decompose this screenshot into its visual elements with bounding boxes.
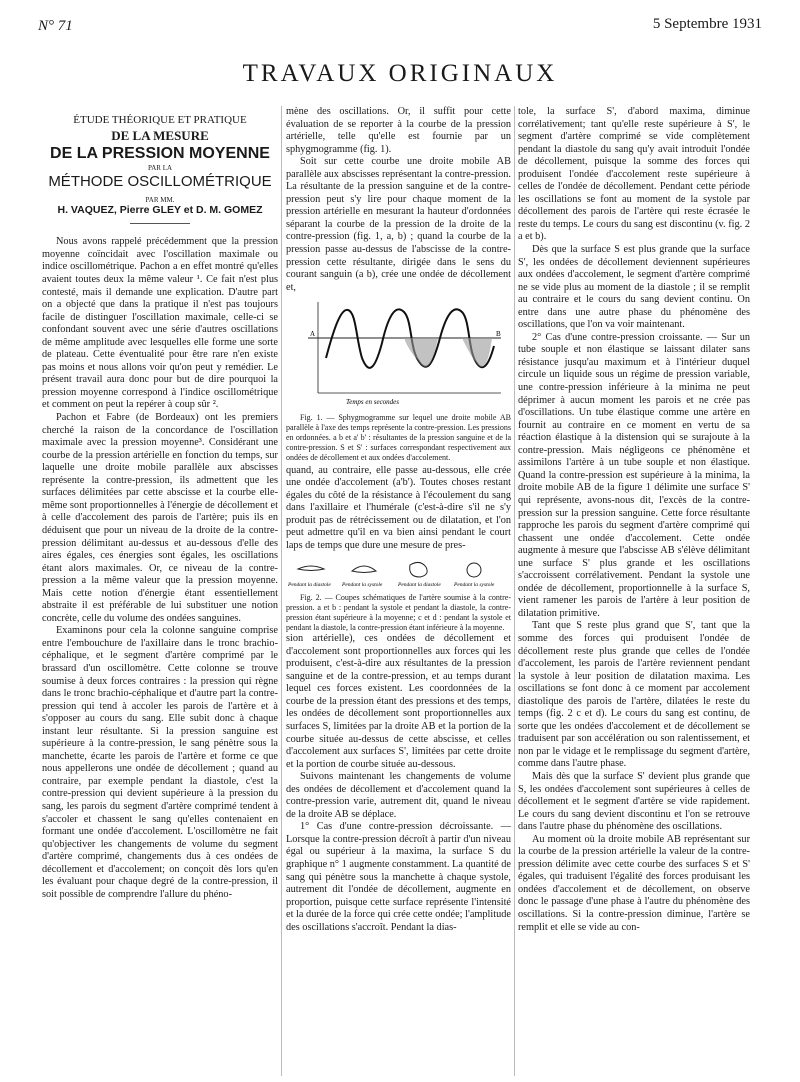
paragraph: Nous avons rappelé précédemment que la pression moyenne coïncidait avec l'oscillation maximale ou indice oscillométrique. Pachon a en effet montré qu'elles avaient toutes deux la même valeur ¹. Ce fait n'est plus contesté, mais il demande une explication. D'autre part on a objecté que dans la pratique il n'est pas toujours facile de distinguer l'oscillation maximale, celle-ci se confondant souvent avec une série d'autres oscillations de même amplitude avec lesquelles elle forme une sorte de plateau. Cette éventualité pour être rare n'en existe pas moins et nous allons voir qu'on peut y remédier. Le présent travail aura donc pour but de dire pourquoi la pression moyenne correspond à l'indice oscillométrique et comment on peut la repérer à coup sûr ². [42,236,278,411]
issue-date: 5 Septembre 1931 [652,16,762,32]
title-line-5: MÉTHODE OSCILLOMÉTRIQUE [48,172,272,190]
byline-label: PAR MM. [145,195,175,204]
paragraph: sion artérielle), ces ondées de décollement et d'accolement sont proportionnelles aux forces qui les produisent, c'est-à-dire aux résultantes de la pression sanguine et de la contre-pression, et au temps durant lequel ces forces existent. Les coordonnées de la courbe de la pression étant des pressions et des temps, les ondées de décollement sont proportionnelles aux surfaces S, limitées par la droite AB et la portion de la courbe située au-dessus de cette abscisse, et celles d'accolement aux surfaces S', limitées par cette droite et la portion de courbe située au-dessous. [286,633,511,770]
paragraph: Au moment où la droite mobile AB représentant sur la courbe de la pression artérielle la valeur de la contre-pression délimite avec cette courbe des surfaces S et S' égales, qui traduisent l'égalité des forces produisant les ondées d'accolement et de décollement, on observe donc le passage d'une phase à l'autre du phénomène des oscillations. Si la contre-pression diminue, l'artère se remplit et elle se vide au con- [518,833,750,933]
title-line-3: DE LA PRESSION MOYENNE [50,145,270,162]
title-line-1: ÉTUDE THÉORIQUE ET PRATIQUE [73,114,247,126]
figure-2-caption: Fig. 2. — Coupes schématiques de l'artère soumise à la contre-pression. a et b : pendant la systole et pendant la diastole, la contre-pression étant supérieure à la moyenne; c et d : pendant la systole et pendant la diastole, la contre-pression étant inférieure à la moyenne. [286,593,511,633]
paragraph: Tant que S reste plus grand que S', tant que la somme des forces qui produisent l'ondée de décollement reste plus grande que celles de l'ondée d'accolement, les parois de l'artère reviennent pendant la systole à leur position de dilatation maxima. Les oscillations se font donc à ce moment par accolement diastolique des parois de l'artère, dilatées le reste du temps (fig. 2 c et d). Le cours du sang est continu, de sorte que les ondées d'accolement et de décollement se traduisent par son accélération ou son ralentissement, et non par le vidage et le remplissage du segment d'artère, comme dans l'autre phase. [518,620,750,770]
paragraph: mène des oscillations. Or, il suffit pour cette évaluation de se reporter à la courbe de la pression artérielle, telle qu'elle est fournie par un sphygmogramme (fig. 1). [286,106,511,155]
figure-2-label: Pendant la systole [342,581,383,588]
authors: H. VAQUEZ, Pierre GLEY et D. M. GOMEZ [57,204,263,217]
column-divider [514,106,515,1076]
paragraph: Pachon et Fabre (de Bordeaux) ont les premiers cherché la raison de la concordance de l'oscillation maximale avec la pression moyenne³. Considérant une courbe de la pression artérielle en fonction du temps, sur laquelle une droite mobile parallèle aux abscisses représente la contre-pression, ils admettent que les surfaces délimitées par cette abscisse et la courbe elle-même sont proportionnelles à l'énergie de décollement et à celle d'accolement des parois de l'artère; puis ils en déduisent que pour un niveau de la droite de la contre-pression délimitant au-dessus et au-dessous d'elle des aires égales, ces énergies sont égales, les oscillations étant alors maximales. Or, ce niveau de la contre-pression a la même valeur que la pression moyenne. Mais cette notion d'énergie étant essentiellement abstraite il est préférable de lui substituer une notion concrète, celle du volume des ondées sanguines. [42,412,278,624]
paragraph: 2° Cas d'une contre-pression croissante. — Sur un tube souple et non élastique se laissant dilater sans résistance jusqu'au maximum et à l'intérieur duquel circule un liquide sous un régime de pression variable, une contre-pression inférieure à la minima ne peut déprimer à aucun moment les parois et ne crée pas d'oscillations. Un tube élastique comme une artère en fournit au contraire en ce moment en vertu de sa réaction élastique à la distension qui se surajoute à la contre-pression. Mais négligeons ce phénomène et assimilons l'artère à un tube souple et non élastique. Quand la contre-pression est supérieure à la minima, la droite mobile AB de la figure 1 délimite une surface S' qui représente, avons-nous dit, l'excès de la contre-pression sur la pression sanguine. Cette force résultante rapproche les parois du segment d'artère comprimé qui chassent une ondée d'accolement. Cette ondée augmente à mesure que l'abscisse AB s'élève délimitant une surface S' plus grande et les oscillations s'accroissent corrélativement. Pendant la systole une ondée de décollement, proportionnelle à la surface S, vient ramener les parois de l'artère à leur position de dilatation primitive. [518,331,750,619]
figure-2 [286,559,511,634]
paragraph: Dès que la surface S est plus grande que la surface S', les ondées de décollement deviennent supérieures aux ondées d'accolement, le segment d'artère comprimé ne se vide plus au moment de la diastole ; il se remplit au contraire et le cours du sang devient continu. On entre dans une autre phase du phénomène des oscillations, que l'on va voir maintenant. [518,244,750,331]
title-line-4: PAR LA [147,164,173,172]
title-rule [130,223,190,224]
figure-2-label: Pendant la diastole [398,581,441,588]
column-1 [42,106,278,901]
title-line-2: DE LA MESURE [111,127,209,143]
artery-sections-figure [286,559,511,589]
svg-text:A: A [310,330,316,339]
figure-1-axis-label: Temps en secondes [346,398,400,407]
column-divider [281,106,282,1076]
column-2 [286,106,511,934]
page-header [38,8,762,38]
figure-2-label: Pendant la systole [454,581,495,588]
paragraph: quand, au contraire, elle passe au-dessous, elle crée une ondée d'accolement (a'b'). Toutes choses restant égales du côté de la résistance à l'écoulement du sang dans l'axillaire et l'humérale (c'est-à-dire s'il ne s'y produit pas de rétrécissement ou de dilatation, et l'on peut admettre qu'il en va bien ainsi pendant le court laps de temps que dure une mesure de pres- [286,464,511,552]
paragraph: tole, la surface S', d'abord maxima, diminue corrélativement; tant qu'elle reste supérieure à S', le segment d'artère comprimé se vide complètement pendant la diastole du sang qu'y avait introduit l'ondée de décollement, puisque la somme des forces qui produisent l'ondée d'accolement reste supérieure à celles de l'ondée de décollement. Pendant cette période les oscillations se font au moment de la systole par décollement des parois de l'artère qui reste écrasée le reste du temps. Le cours du sang est discontinu (v. fig. 2 a et b). [518,106,750,243]
paragraph: Soit sur cette courbe une droite mobile AB parallèle aux abscisses représentant la contre-pression. La résultante de la pression sanguine et de la contre-pression peut s'y lire pour chaque moment de la pression artérielle en mesurant la hauteur d'ordonnées séparant la courbe de la pression de la droite de la contre-pression (fig. 1, a, b) ; quand la courbe de la pression passe au-dessus de l'abscisse de la contre-pression cette résultante, dirigée dans le sens du courant sanguin (a b), crée une ondée de décollement et, [286,156,511,293]
figure-2-label: Pendant la diastole [288,581,331,588]
article-title [42,114,278,224]
issue-number: N° 71 [38,18,73,34]
figure-1 [286,298,511,463]
sphygmogram-figure [286,298,511,408]
paragraph: Suivons maintenant les changements de volume des ondées de décollement et d'accolement quand la contre-pression varie, autrement dit, quand le niveau de la droite AB se déplace. [286,771,511,820]
paragraph: Examinons pour cela la colonne sanguine comprise entre l'embouchure de l'axillaire dans le tronc brachio-céphalique, et le segment d'artère comprimé par le brassard d'un oscillomètre. Cette colonne se trouve soumise à deux forces contraires : la pression qui règne dans le tronc brachio-céphalique et d'autre part la contre-pression qui tend à accoler les parois de l'artère et à s'opposer au cours du sang. Elle subit donc à chaque instant leur résultante. Si la pression sanguine est supérieure à la contre-pression, le sang pénètre sous la manchette, écarte les parois de l'artère et forme ce que nous appellerons une ondée de décollement ; quand au contraire, par exemple pendant la diastole, c'est la contre-pression qui devient supérieure à la pression du sang, les parois du segment d'artère comprimé tendent à s'accoler et chassent le sang qu'elles contenaient en formant une ondée d'accolement. L'oscillomètre ne fait qu'objectiver les changements de volume du segment d'artère comprimé, changements dus à ces ondées de décollement et d'accolement; on conçoit dès lors qu'en les évaluant pour chaque degré de la contre-pression, il soit possible de comprendre l'allure du phéno- [42,625,278,900]
section-title: TRAVAUX ORIGINAUX [242,60,558,87]
svg-text:B: B [496,330,501,339]
paragraph: 1° Cas d'une contre-pression décroissante. — Lorsque la contre-pression décroît à partir d'un niveau égal ou supérieur à la maxima, la surface S du graphique n° 1 augmente constamment. La quantité de sang qui pénètre sous la manchette à chaque systole, autrement dit l'ondée de décollement, augmente en proportion, puisque cette surface représente l'intensité et la durée de la force qui crée cette ondée; l'amplitude des oscillations s'accroît. Pendant la dias- [286,821,511,933]
paragraph: Mais dès que la surface S' devient plus grande que S, les ondées d'accolement sont supérieures à celles de décollement et le segment d'artère se vide rapidement. Le cours du sang devient discontinu et l'on se retrouve dans l'autre phase du phénomène des oscillations. [518,770,750,833]
column-3 [518,106,750,934]
figure-1-caption: Fig. 1. — Sphygmogramme sur lequel une droite mobile AB parallèle à l'axe des temps représente la contre-pression. Les pressions en ordonnées. a b et a' b' : résultantes de la pression sanguine et de la contre-pression. S et S' : surfaces correspondant respectivement aux ondées de décollement et aux ondées d'accolement. [286,412,511,462]
